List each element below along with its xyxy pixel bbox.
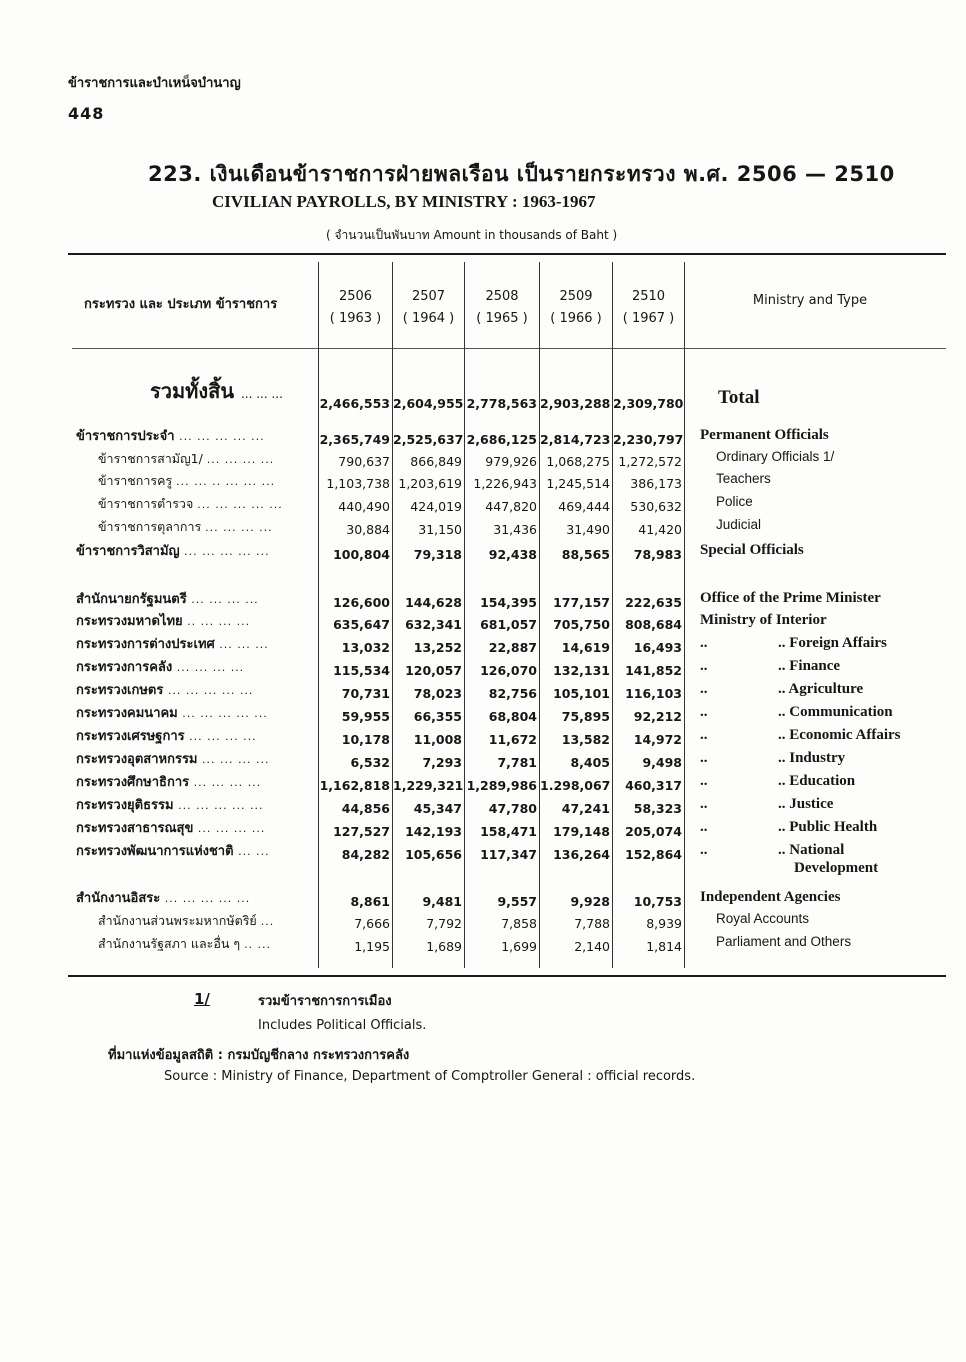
table-cell: 1,226,943	[473, 476, 537, 491]
unit-note: ( จำนวนเป็นพันบาท Amount in thousands of Baht )	[326, 228, 618, 242]
table-cell: 7,293	[422, 755, 462, 770]
row-label-english: Permanent Officials	[700, 427, 829, 443]
year-header: 2510 ( 1967 )	[622, 289, 675, 326]
table-cell: 105,101	[553, 686, 610, 701]
row-label-english: .. .. Foreign Affairs	[700, 635, 887, 651]
row-label-thai: ข้าราชการวิสามัญ ... ... ... ... ...	[76, 544, 270, 559]
row-label-english: .. .. Industry	[700, 750, 846, 766]
row-label-thai: กระทรวงพัฒนาการแห่งชาติ ... ...	[76, 844, 270, 859]
table-cell: 31,150	[418, 522, 462, 537]
row-label-thai: กระทรวงคมนาคม ... ... ... ... ...	[76, 706, 268, 721]
table-cell: 16,493	[633, 640, 682, 655]
row-label-english: Police	[716, 494, 753, 509]
row-label-english: Judicial	[716, 517, 762, 532]
table-cell: 13,032	[341, 640, 390, 655]
table-cell: 41,420	[638, 522, 682, 537]
table-cell: 1,699	[501, 939, 537, 954]
table-cell: 460,317	[625, 778, 682, 793]
table-cell: 92,212	[633, 709, 682, 724]
table-cell: 105,656	[405, 847, 462, 862]
table-cell: 9,481	[422, 894, 462, 909]
table-cell: 205,074	[625, 824, 682, 839]
table-cell: 7,788	[574, 916, 610, 931]
year-header: 2509 ( 1966 )	[550, 289, 602, 326]
table-cell: 79,318	[413, 547, 462, 562]
table-cell: 14,619	[561, 640, 610, 655]
row-label-english: .. .. Economic Affairs	[700, 727, 901, 743]
row-label-english: .. .. Justice	[700, 796, 834, 812]
table-cell: 2,686,125	[466, 432, 537, 447]
table-cell: 10,753	[633, 894, 682, 909]
table-cell: 58,323	[633, 801, 682, 816]
table-cell: 1,103,738	[326, 476, 390, 491]
table-cell: 7,792	[426, 916, 462, 931]
row-label-thai: กระทรวงสาธารณสุข ... ... ... ...	[76, 821, 266, 836]
table-cell: 22,887	[488, 640, 537, 655]
table-cell: 866,849	[410, 454, 462, 469]
table-cell: 11,008	[413, 732, 462, 747]
source-english: Source : Ministry of Finance, Department of Comptroller General : official records.	[164, 1069, 696, 1084]
table-cell: 45,347	[413, 801, 462, 816]
row-label-thai: กระทรวงการต่างประเทศ ... ... ...	[76, 637, 269, 652]
table-cell: 9,928	[570, 894, 610, 909]
table-cell: 1,245,514	[546, 476, 610, 491]
total-label-thai: รวมทั้งสิ้น ... ... ...	[150, 379, 283, 403]
page-number: 448	[68, 104, 105, 123]
row-label-english: Ordinary Officials 1/	[716, 449, 835, 464]
table-cell: 177,157	[553, 595, 610, 610]
table-cell: 1,229,321	[393, 778, 464, 793]
row-label-english: Teachers	[716, 471, 771, 486]
total-value: 2,604,955	[393, 396, 464, 411]
table-cell: 635,647	[333, 617, 390, 632]
row-label-thai: กระทรวงศึกษาธิการ ... ... ... ...	[76, 775, 262, 790]
table-cell: 469,444	[558, 499, 610, 514]
row-label-english: .. .. Public Health	[700, 819, 878, 835]
table-cell: 11,672	[488, 732, 537, 747]
row-label-thai: สำนักงานอิสระ ... ... ... ... ...	[76, 891, 251, 906]
row-label-thai: กระทรวงมหาดไทย .. ... ... ...	[76, 614, 251, 629]
footnote-english: Includes Political Officials.	[258, 1018, 427, 1033]
table-cell: 127,527	[333, 824, 390, 839]
running-header: ข้าราชการและบำเหน็จบำนาญ	[68, 76, 241, 91]
row-label-english: .. .. Communication	[700, 704, 893, 720]
table-cell: 88,565	[561, 547, 610, 562]
table-cell: 6,532	[350, 755, 390, 770]
table-cell: 126,600	[333, 595, 390, 610]
table-cell: 632,341	[405, 617, 462, 632]
table-title-thai: 223. เงินเดือนข้าราชการฝ่ายพลเรือน เป็นรายกระทรวง พ.ศ. 2506 — 2510	[148, 162, 895, 186]
table-cell: 979,926	[485, 454, 537, 469]
table-cell: 1,195	[354, 939, 390, 954]
table-cell: 13,582	[561, 732, 610, 747]
table-cell: 115,534	[333, 663, 390, 678]
table-cell: 75,895	[561, 709, 610, 724]
table-cell: 144,628	[405, 595, 462, 610]
row-label-english: .. .. Agriculture	[700, 681, 864, 697]
header-ministry-thai: กระทรวง และ ประเภท ข้าราชการ	[84, 297, 278, 312]
table-cell: 47,780	[488, 801, 537, 816]
table-cell: 47,241	[561, 801, 610, 816]
row-label-english: Office of the Prime Minister	[700, 590, 881, 606]
table-cell: 154,395	[480, 595, 537, 610]
table-cell: 84,282	[341, 847, 390, 862]
table-cell: 7,858	[501, 916, 537, 931]
row-label-english: .. .. Education	[700, 773, 856, 789]
total-value: 2,309,780	[613, 396, 684, 411]
row-label-thai: กระทรวงยุติธรรม ... ... ... ... ...	[76, 798, 264, 813]
row-label-thai: ข้าราชการประจำ ... ... ... ... ...	[76, 429, 265, 444]
year-header: 2506 ( 1963 )	[329, 289, 382, 326]
table-cell: 116,103	[625, 686, 682, 701]
column-divider	[684, 262, 685, 968]
table-cell: 92,438	[488, 547, 537, 562]
row-label-thai: กระทรวงเกษตร ... ... ... ... ...	[76, 683, 254, 698]
table-cell: 141,852	[625, 663, 682, 678]
table-cell: 1.298,067	[540, 778, 611, 793]
table-cell: 1,289,986	[466, 778, 537, 793]
table-cell: 681,057	[480, 617, 537, 632]
table-cell: 78,983	[633, 547, 682, 562]
table-cell: 68,804	[488, 709, 537, 724]
table-cell: 120,057	[405, 663, 462, 678]
table-cell: 30,884	[346, 522, 390, 537]
table-cell: 31,436	[493, 522, 537, 537]
table-cell: 808,684	[625, 617, 682, 632]
table-cell: 1,162,818	[319, 778, 390, 793]
row-label-thai: สำนักงานรัฐสภา และอื่น ๆ .. ...	[98, 936, 272, 951]
total-value: 2,466,553	[319, 396, 390, 411]
table-cell: 7,666	[354, 916, 390, 931]
row-label-thai: กระทรวงเศรษฐการ ... ... ... ...	[76, 729, 257, 744]
row-label-english: Royal Accounts	[716, 911, 810, 926]
table-cell: 1,068,275	[546, 454, 610, 469]
table-cell: 14,972	[633, 732, 682, 747]
table-cell: 386,173	[630, 476, 682, 491]
table-cell: 447,820	[485, 499, 537, 514]
header-rule	[72, 348, 946, 349]
row-label-thai: สำนักงานส่วนพระมหากษัตริย์ ...	[98, 913, 275, 928]
row-label-english: Parliament and Others	[716, 934, 852, 949]
table-cell: 2,365,749	[319, 432, 390, 447]
table-cell: 2,230,797	[613, 432, 684, 447]
footnote-thai: รวมข้าราชการการเมือง	[258, 994, 392, 1009]
table-cell: 70,731	[341, 686, 390, 701]
row-label-thai: กระทรวงการคลัง ... ... ... ...	[76, 660, 245, 675]
year-header: 2508 ( 1965 )	[476, 289, 528, 326]
table-cell: 44,856	[341, 801, 390, 816]
header-ministry-english: Ministry and Type	[752, 293, 868, 308]
table-cell: 13,252	[413, 640, 462, 655]
table-cell: 152,864	[625, 847, 682, 862]
bottom-rule	[68, 975, 946, 977]
year-header: 2507 ( 1964 )	[402, 289, 455, 326]
table-cell: 9,498	[642, 755, 682, 770]
table-cell: 132,131	[553, 663, 610, 678]
table-cell: 222,635	[625, 595, 682, 610]
table-cell: 705,750	[553, 617, 610, 632]
table-cell: 1,272,572	[618, 454, 682, 469]
table-cell: 66,355	[413, 709, 462, 724]
table-cell: 8,405	[570, 755, 610, 770]
total-value: 2,903,288	[540, 396, 611, 411]
table-cell: 2,814,723	[540, 432, 611, 447]
source-thai: ที่มาแห่งข้อมูลสถิติ : กรมบัญชีกลาง กระทรวงการคลัง	[108, 1048, 410, 1063]
total-value: 2,778,563	[466, 396, 537, 411]
table-cell: 440,490	[338, 499, 390, 514]
row-label-thai: สำนักนายกรัฐมนตรี ... ... ... ...	[76, 592, 259, 607]
table-cell: 158,471	[480, 824, 537, 839]
table-cell: 8,861	[350, 894, 390, 909]
row-label-english: Ministry of Interior	[700, 612, 827, 628]
table-cell: 126,070	[480, 663, 537, 678]
table-cell: 1,814	[646, 939, 682, 954]
table-cell: 530,632	[630, 499, 682, 514]
table-cell: 7,781	[497, 755, 537, 770]
table-cell: 142,193	[405, 824, 462, 839]
table-cell: 78,023	[413, 686, 462, 701]
table-title-english: CIVILIAN PAYROLLS, BY MINISTRY : 1963-1967	[212, 192, 596, 211]
table-cell: 136,264	[553, 847, 610, 862]
total-label-english: Total	[718, 387, 760, 408]
table-cell: 424,019	[410, 499, 462, 514]
table-cell: 1,203,619	[398, 476, 462, 491]
row-label-thai: ข้าราชการสามัญ1/ ... ... ... ...	[98, 451, 275, 466]
table-cell: 9,557	[497, 894, 537, 909]
table-cell: 2,525,637	[393, 432, 464, 447]
top-rule	[68, 253, 946, 255]
row-label-thai: กระทรวงอุตสาหกรรม ... ... ... ...	[76, 752, 270, 767]
table-cell: 1,689	[426, 939, 462, 954]
table-cell: 8,939	[646, 916, 682, 931]
row-label-english: Independent Agencies	[700, 889, 841, 905]
footnote-mark: 1/	[194, 990, 210, 1008]
table-cell: 31,490	[566, 522, 610, 537]
row-label-english: .. .. Finance	[700, 658, 841, 674]
table-cell: 10,178	[341, 732, 390, 747]
table-cell: 100,804	[333, 547, 390, 562]
table-cell: 790,637	[338, 454, 390, 469]
table-cell: 82,756	[488, 686, 537, 701]
table-cell: 117,347	[480, 847, 537, 862]
row-label-english: .. .. National Development	[700, 842, 879, 876]
row-label-thai: ข้าราชการตำรวจ ... ... ... ... ...	[98, 496, 283, 511]
table-cell: 59,955	[341, 709, 390, 724]
table-cell: 2,140	[574, 939, 610, 954]
table-cell: 179,148	[553, 824, 610, 839]
row-label-thai: ข้าราชการตุลาการ ... ... ... ...	[98, 519, 273, 534]
row-label-thai: ข้าราชการครู ... ... .. ... ... ...	[98, 473, 276, 488]
row-label-english: Special Officials	[700, 542, 804, 558]
